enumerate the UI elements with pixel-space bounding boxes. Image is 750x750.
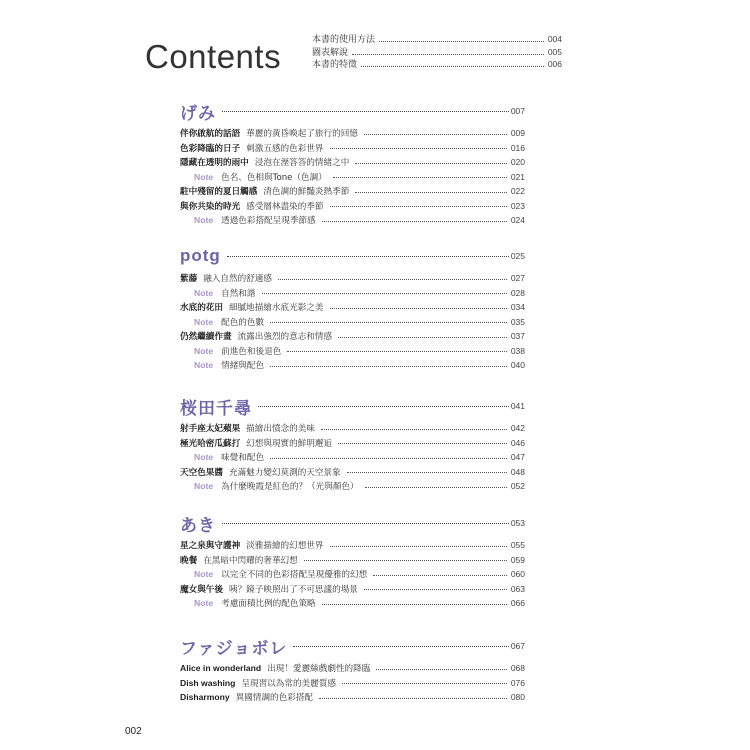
toc-section — [180, 243, 525, 373]
dot-leader — [330, 308, 507, 309]
entry-subtitle: 以完全不同的色彩搭配呈現優雅的幻想 — [221, 570, 368, 581]
entry-title: 仍然繼續作畫 — [180, 332, 232, 343]
dot-leader — [330, 148, 507, 149]
entry-title: 駐中殘留的夏日觸感 — [180, 187, 258, 198]
dot-leader — [227, 256, 509, 257]
dot-leader — [270, 322, 507, 323]
section-heading[interactable] — [180, 98, 525, 124]
entry-subtitle: 刺激五感的色彩世界 — [246, 143, 324, 154]
dot-leader — [330, 206, 507, 207]
toc-section — [180, 633, 525, 705]
entry-list — [180, 661, 525, 705]
page-number: 052 — [510, 481, 525, 492]
entry-title: Dish washing — [180, 677, 236, 688]
note-entry[interactable] — [180, 213, 525, 228]
section-title: あき — [180, 515, 216, 536]
entry-title: 魔女與午後 — [180, 584, 223, 595]
entry-title: 紫藤 — [180, 274, 198, 285]
dot-leader — [322, 221, 507, 222]
entry-subtitle: 呈現習以為常的美麗質感 — [241, 678, 336, 689]
page-number: 016 — [510, 142, 525, 153]
toc-section — [180, 510, 525, 611]
page-number: 005 — [547, 46, 562, 57]
intro-item[interactable] — [312, 46, 562, 59]
note-label: Note — [194, 481, 214, 492]
note-label: Note — [194, 287, 214, 298]
entry-subtitle: 為什麼晚霞是紅色的？（光與顏色） — [221, 482, 359, 493]
dot-leader — [342, 683, 507, 684]
note-entry[interactable] — [180, 170, 525, 185]
dot-leader — [365, 487, 507, 488]
dot-leader — [364, 589, 507, 590]
intro-item-label: 本書的使用方法 — [312, 35, 376, 45]
page-number: 066 — [510, 598, 525, 609]
dot-leader — [278, 279, 507, 280]
intro-list — [312, 33, 562, 71]
entry-list — [180, 538, 525, 611]
page-number: 076 — [510, 677, 525, 688]
entry-subtitle: 色名、色相與Tone（色調） — [221, 172, 327, 183]
page-number: 009 — [510, 128, 525, 139]
dot-leader — [222, 111, 509, 112]
dot-leader — [355, 192, 507, 193]
toc-entry[interactable] — [180, 436, 525, 451]
entry-subtitle: 咦？鏡子映照出了不可思議的場景 — [228, 584, 358, 595]
entry-subtitle: 感受層林盡染的季節 — [246, 201, 324, 212]
dot-leader — [321, 429, 507, 430]
entry-subtitle: 浸泡在溼答答的情緒之中 — [254, 158, 350, 169]
entry-subtitle: 考慮面積比例的配色策略 — [221, 599, 316, 610]
toc-entry[interactable] — [180, 141, 525, 156]
dot-leader — [330, 546, 507, 547]
note-entry[interactable] — [180, 315, 525, 330]
page-number: 004 — [547, 34, 562, 44]
toc-section — [180, 393, 525, 494]
toc-entry[interactable] — [180, 465, 525, 480]
folio-page-number: 002 — [125, 726, 142, 737]
entry-subtitle: 前進色和後退色 — [221, 346, 282, 357]
entry-title: 色彩降臨的日子 — [180, 143, 241, 154]
page-number: 041 — [510, 401, 525, 411]
page-number: 053 — [510, 518, 525, 528]
entry-title: 與你共染的時光 — [180, 201, 241, 212]
intro-item-label: 本書的特徵 — [312, 60, 358, 70]
dot-leader — [270, 458, 507, 459]
page-number: 067 — [510, 641, 525, 651]
dot-leader — [355, 163, 507, 164]
toc-entry[interactable] — [180, 582, 525, 597]
entry-list — [180, 271, 525, 373]
entry-subtitle: 淡雅描繪的幻想世界 — [246, 541, 324, 552]
page-title: Contents — [145, 38, 282, 75]
dot-leader — [333, 177, 507, 178]
note-entry[interactable] — [180, 450, 525, 465]
page-number: 060 — [510, 569, 525, 580]
entry-title: 天空色果醬 — [180, 467, 223, 478]
dot-leader — [304, 560, 507, 561]
page-number: 020 — [510, 157, 525, 168]
page-number: 028 — [510, 287, 525, 298]
dot-leader — [287, 351, 507, 352]
page-number: 025 — [510, 251, 525, 261]
entry-subtitle: 透過色彩搭配呈現季節感 — [221, 216, 316, 227]
entry-title: 水底的花田 — [180, 303, 223, 314]
entry-subtitle: 出現！愛麗絲戲劇性的降臨 — [267, 664, 371, 675]
section-title: ファジョボレ — [180, 638, 288, 659]
note-entry[interactable] — [180, 567, 525, 582]
note-entry[interactable] — [180, 358, 525, 373]
page-number: 037 — [510, 331, 525, 342]
entry-subtitle: 流露出強烈的意志和情感 — [237, 332, 333, 343]
toc-entry[interactable] — [180, 553, 525, 568]
toc-entry[interactable] — [180, 676, 525, 691]
note-label: Note — [194, 598, 214, 609]
toc-entry[interactable] — [180, 199, 525, 214]
page-number: 048 — [510, 466, 525, 477]
entry-title: 隱藏在透明的雨中 — [180, 158, 249, 169]
page-number: 068 — [510, 663, 525, 674]
page-number: 021 — [510, 171, 525, 182]
toc-section — [180, 98, 525, 228]
page-number: 055 — [510, 540, 525, 551]
dot-leader — [379, 41, 544, 42]
toc-entry[interactable] — [180, 271, 525, 286]
page-number: 038 — [510, 345, 525, 356]
dot-leader — [222, 523, 509, 524]
note-label: Note — [194, 569, 214, 580]
note-entry[interactable] — [180, 344, 525, 359]
entry-subtitle: 細膩地描繪水底光影之美 — [228, 303, 324, 314]
toc-entry[interactable] — [180, 538, 525, 553]
entry-subtitle: 描繪出憤念的美味 — [246, 424, 315, 435]
entry-subtitle: 清色調的鮮豔炎熱季節 — [263, 187, 350, 198]
section-title: potg — [180, 246, 221, 265]
note-entry[interactable] — [180, 479, 525, 494]
section-title: 桜田千尋 — [180, 398, 252, 419]
page-number: 046 — [510, 437, 525, 448]
dot-leader — [364, 134, 507, 135]
page-number: 059 — [510, 554, 525, 565]
entry-subtitle: 充滿魅力變幻莫測的天空景象 — [228, 467, 341, 478]
toc-entry[interactable] — [180, 184, 525, 199]
page-number: 040 — [510, 360, 525, 371]
entry-title: 極光哈密瓜蘇打 — [180, 438, 241, 449]
page-number: 035 — [510, 316, 525, 327]
toc-entry[interactable] — [180, 690, 525, 705]
page-number: 027 — [510, 273, 525, 284]
note-label: Note — [194, 171, 214, 182]
note-entry[interactable] — [180, 596, 525, 611]
entry-title: 伴你啟航的話語 — [180, 129, 241, 140]
toc-entry[interactable] — [180, 126, 525, 141]
section-heading[interactable] — [180, 393, 525, 419]
page-number: 007 — [510, 106, 525, 116]
page-number: 024 — [510, 215, 525, 226]
entry-subtitle: 配色的色數 — [221, 317, 265, 328]
note-label: Note — [194, 215, 214, 226]
toc-entry[interactable] — [180, 421, 525, 436]
page-number: 042 — [510, 423, 525, 434]
entry-subtitle: 自然和諧 — [221, 288, 256, 299]
section-heading[interactable] — [180, 243, 525, 269]
entry-title: Alice in wonderland — [180, 663, 262, 674]
page-number: 047 — [510, 452, 525, 463]
dot-leader — [361, 66, 544, 67]
toc-entry[interactable] — [180, 661, 525, 676]
entry-subtitle: 幻想與現實的鮮明邂逅 — [246, 438, 333, 449]
entry-title: 射手座太妃蘋果 — [180, 424, 241, 435]
page-number: 034 — [510, 302, 525, 313]
entry-title: 星之泉與守護神 — [180, 541, 241, 552]
dot-leader — [376, 669, 506, 670]
note-label: Note — [194, 316, 214, 327]
section-heading[interactable] — [180, 510, 525, 536]
intro-item[interactable] — [312, 33, 562, 46]
entry-subtitle: 異國情調的色彩搭配 — [235, 693, 314, 704]
note-entry[interactable] — [180, 286, 525, 301]
entry-list — [180, 126, 525, 228]
page-number: 022 — [510, 186, 525, 197]
toc-entry[interactable] — [180, 300, 525, 315]
entry-subtitle: 情緒與配色 — [221, 361, 265, 372]
dot-leader — [373, 575, 507, 576]
dot-leader — [322, 604, 507, 605]
page-number: 023 — [510, 200, 525, 211]
dot-leader — [352, 54, 544, 55]
entry-subtitle: 華麗的黃昏喚起了旅行的回憶 — [246, 129, 358, 140]
page-number: 063 — [510, 583, 525, 594]
entry-title: 晚餐 — [180, 555, 198, 566]
note-label: Note — [194, 345, 214, 356]
entry-title: Disharmony — [180, 692, 230, 703]
dot-leader — [258, 406, 509, 407]
entry-subtitle: 融入自然的舒適感 — [203, 274, 272, 285]
section-heading[interactable] — [180, 633, 525, 659]
dot-leader — [293, 646, 508, 647]
page-number: 006 — [547, 59, 562, 69]
entry-subtitle: 味覺和配色 — [221, 453, 265, 464]
dot-leader — [338, 443, 507, 444]
dot-leader — [338, 337, 507, 338]
entry-list — [180, 421, 525, 494]
toc-entry[interactable] — [180, 329, 525, 344]
toc-entry[interactable] — [180, 155, 525, 170]
note-label: Note — [194, 360, 214, 371]
intro-item-label: 圖表解說 — [312, 47, 349, 58]
note-label: Note — [194, 452, 214, 463]
dot-leader — [347, 472, 507, 473]
entry-subtitle: 在黑暗中閃耀的奢華幻想 — [203, 555, 298, 566]
page-number: 080 — [510, 692, 525, 703]
dot-leader — [262, 293, 507, 294]
dot-leader — [270, 366, 507, 367]
intro-item[interactable] — [312, 58, 562, 71]
section-title: げみ — [180, 103, 216, 124]
dot-leader — [319, 698, 507, 699]
